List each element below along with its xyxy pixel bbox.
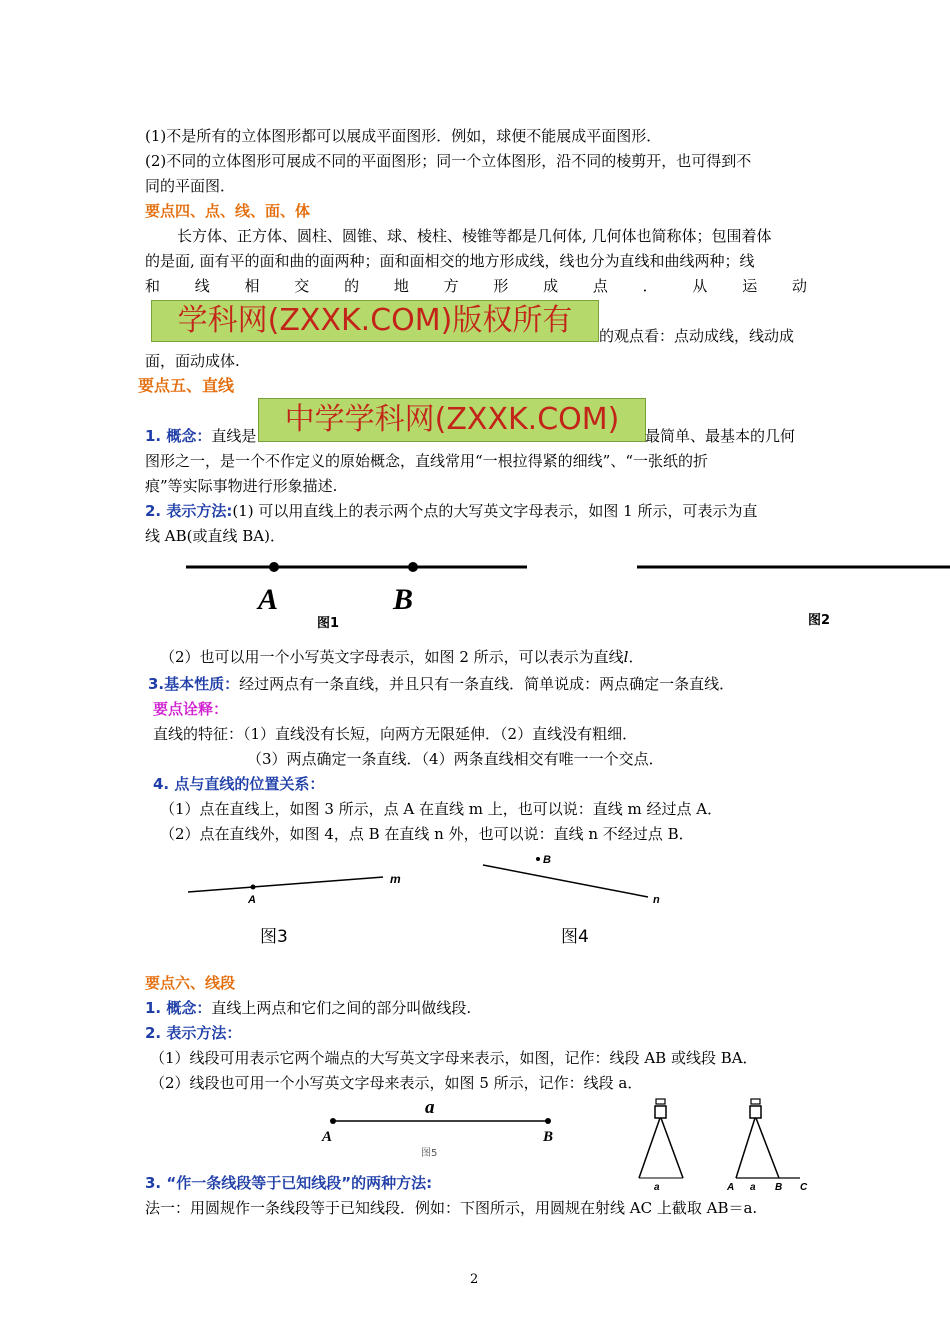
section-heading: 要点五、直线	[138, 376, 235, 395]
label-a: a	[750, 1182, 756, 1193]
text-line: 长方体、正方体、圆柱、圆锥、球、棱柱、棱锥等都是几何体, 几何体也简称体；包围着体	[177, 227, 772, 245]
figure-caption: 图3	[260, 927, 288, 947]
label-B: B	[775, 1182, 783, 1193]
text-line: 最简单、最基本的几何	[645, 427, 796, 445]
figure-caption: 图4	[561, 927, 589, 947]
char: 和	[145, 277, 161, 295]
note-label: 要点诠释：	[153, 700, 229, 718]
text-line: （2）点在直线外，如图 4，点 B 在直线 n 外，也可以说：直线 n 不经过点 B．	[160, 825, 694, 843]
label-m: m	[390, 872, 401, 886]
item-label: 2. 表示方法：	[145, 1024, 242, 1042]
section-heading: 要点四、点、线、面、体	[145, 202, 311, 220]
item-label: 2. 表示方法:	[145, 502, 233, 520]
item-label: 4. 点与直线的位置关系：	[153, 775, 325, 793]
char: 的	[344, 277, 360, 295]
text-span: 经过两点有一条直线，并且只有一条直线．简单说成：两点确定一条直线．	[239, 675, 735, 693]
char: 形	[493, 277, 509, 295]
text-span: （2）也可以用一个小写英文字母表示，如图 2 所示，可以表示为直线	[160, 648, 624, 666]
char: 运	[742, 277, 758, 295]
watermark-banner: 中学学科网(ZXXK.COM)	[258, 398, 646, 442]
text-line: 面，面动成体.	[145, 352, 240, 370]
item-label: 3.基本性质：	[148, 675, 240, 693]
point-b	[545, 1118, 551, 1124]
text-span: ．	[628, 648, 644, 666]
watermark-banner: 学科网(ZXXK.COM)版权所有	[151, 300, 599, 342]
char: 线	[194, 277, 210, 295]
text-span: 直线是	[211, 427, 257, 445]
item-label: 1. 概念：	[145, 999, 212, 1017]
compass-icon	[639, 1099, 683, 1178]
item-label: 1. 概念：	[145, 427, 212, 445]
text-line: (2)不同的立体图形可展成不同的平面图形；同一个立体图形，沿不同的棱剪开，也可得到不	[145, 152, 752, 170]
char: 动	[791, 277, 807, 295]
figure-caption: 图1	[317, 616, 340, 631]
label-a: A	[258, 583, 279, 616]
label-C: C	[800, 1182, 808, 1193]
text-line: （2）线段也可用一个小写英文字母来表示，如图 5 所示，记作：线段 a．	[150, 1074, 643, 1092]
page-number: 2	[470, 1272, 479, 1287]
char: ．	[642, 277, 658, 295]
text-line: 直线的特征：（1）直线没有长短，向两方无限延伸．（2）直线没有粗细．	[153, 725, 638, 743]
char: 从	[692, 277, 708, 295]
section-heading: 要点六、线段	[145, 974, 236, 992]
char: 方	[443, 277, 459, 295]
text-line: 线 AB(或直线 BA)．	[145, 527, 285, 545]
label-A: A	[727, 1182, 735, 1193]
point-a	[330, 1118, 336, 1124]
label-a: a	[425, 1097, 435, 1118]
label-B: B	[543, 1129, 554, 1145]
text-line: （3）两点确定一条直线．（4）两条直线相交有唯一一个交点．	[247, 750, 664, 768]
compass-icon	[736, 1099, 779, 1178]
text-line: 的观点看：点动成线，线动成	[599, 327, 795, 345]
label-b: B	[543, 854, 551, 866]
text-line: 同的平面图．	[145, 177, 236, 195]
item-label: 3. “作一条线段等于已知线段”的两种方法:	[145, 1174, 433, 1192]
char: 交	[294, 277, 310, 295]
text-span: 直线上两点和它们之间的部分叫做线段.	[211, 999, 472, 1017]
var-l: l	[623, 648, 629, 666]
figure-caption: 图5	[421, 1148, 438, 1159]
text-span: (1) 可以用直线上的表示两个点的大写英文字母表示，如图 1 所示，可表示为直	[232, 502, 758, 520]
text-line: 法一：用圆规作一条线段等于已知线段．例如：下图所示，用圆规在射线 AC 上截取 AB＝a.	[145, 1199, 758, 1217]
label-a: A	[248, 894, 256, 906]
text-line: 图形之一，是一个不作定义的原始概念，直线常用“一根拉得紧的细线”、“一张纸的折	[145, 452, 709, 470]
label-n: n	[653, 894, 660, 906]
text-line: 痕”等实际事物进行形象描述.	[145, 477, 338, 495]
text-line: （1）线段可用表示它两个端点的大写英文字母来表示，如图，记作：线段 AB 或线段 BA．	[150, 1049, 758, 1067]
char: 点	[592, 277, 608, 295]
text-line: （1）点在直线上，如图 3 所示，点 A 在直线 m 上，也可以说：直线 m 经过点 A．	[160, 800, 723, 818]
label-b: B	[393, 583, 414, 616]
char: 成	[543, 277, 559, 295]
label-A: A	[322, 1129, 333, 1145]
figure-caption: 图2	[808, 613, 831, 628]
text-line: (1)不是所有的立体图形都可以展成平面图形．例如，球便不能展成平面图形．	[145, 127, 662, 145]
label-a: a	[654, 1182, 660, 1193]
char: 地	[393, 277, 409, 295]
char: 相	[244, 277, 260, 295]
text-line: 的是面, 面有平的面和曲的面两种；面和面相交的地方形成线，线也分为直线和曲线两种；线	[145, 252, 755, 270]
